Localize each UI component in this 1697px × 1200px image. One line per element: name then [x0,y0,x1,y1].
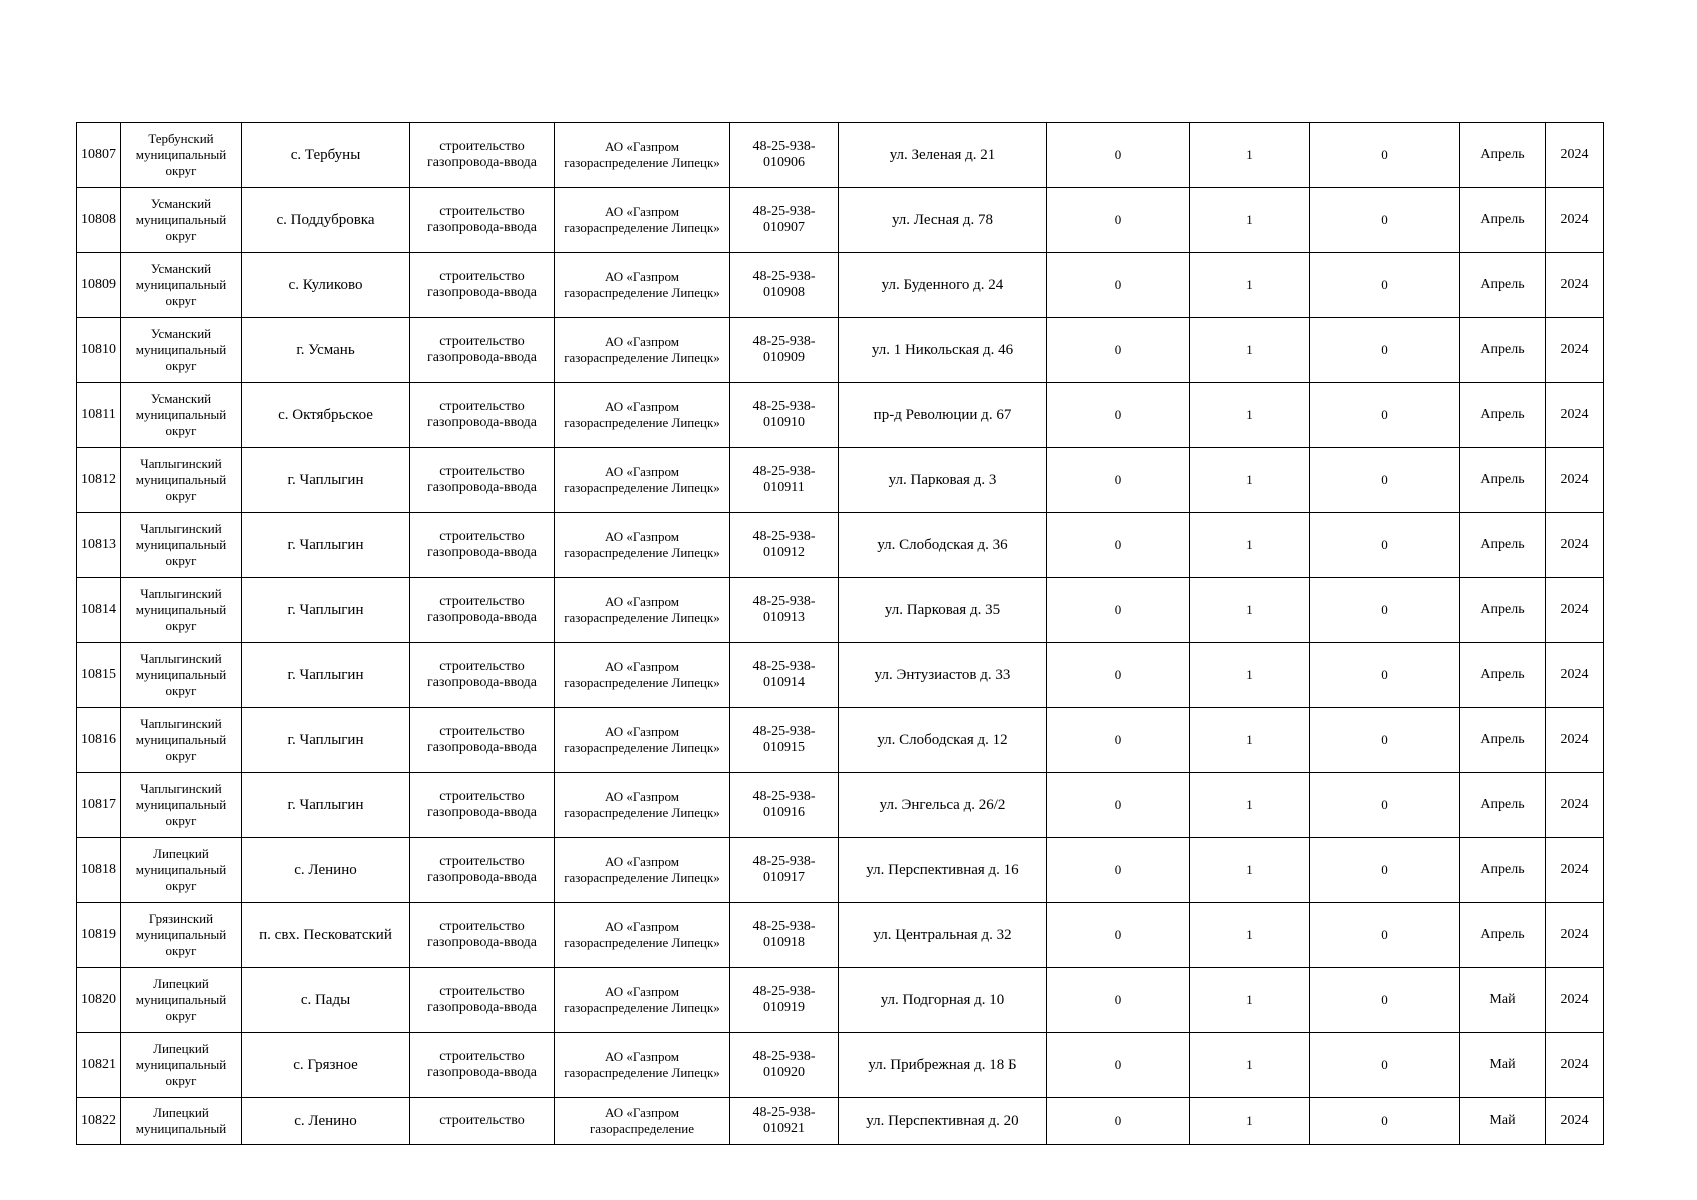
code-cell: 48-25-938-010914 [730,643,839,708]
record-number: 10814 [77,578,121,643]
work-type-cell: строительство газопровода-ввода [410,838,555,903]
record-number: 10811 [77,383,121,448]
quantity-cell-1: 0 [1047,188,1190,253]
code-cell: 48-25-938-010913 [730,578,839,643]
district-cell: Чаплыгинский муниципальный округ [121,513,242,578]
quantity-cell-2: 1 [1190,123,1310,188]
organization-cell: АО «Газпром газораспределение Липецк» [555,253,730,318]
address-cell: ул. Энгельса д. 26/2 [839,773,1047,838]
quantity-cell-2: 1 [1190,448,1310,513]
year-cell: 2024 [1546,578,1604,643]
work-type-cell: строительство газопровода-ввода [410,513,555,578]
record-number: 10816 [77,708,121,773]
district-cell: Липецкий муниципальный [121,1098,242,1145]
district-cell: Чаплыгинский муниципальный округ [121,708,242,773]
work-type-cell: строительство газопровода-ввода [410,578,555,643]
table-row [77,578,1604,643]
settlement-cell: г. Чаплыгин [242,513,410,578]
organization-cell: АО «Газпром газораспределение Липецк» [555,968,730,1033]
quantity-cell-1: 0 [1047,708,1190,773]
settlement-cell: с. Октябрьское [242,383,410,448]
record-number: 10820 [77,968,121,1033]
work-type-cell: строительство газопровода-ввода [410,188,555,253]
quantity-cell-1: 0 [1047,383,1190,448]
table-row [77,903,1604,968]
code-cell: 48-25-938-010907 [730,188,839,253]
quantity-cell-3: 0 [1310,383,1460,448]
month-cell: Апрель [1460,773,1546,838]
address-cell: ул. Перспективная д. 20 [839,1098,1047,1145]
code-cell: 48-25-938-010916 [730,773,839,838]
organization-cell: АО «Газпром газораспределение Липецк» [555,643,730,708]
quantity-cell-1: 0 [1047,578,1190,643]
district-cell: Чаплыгинский муниципальный округ [121,448,242,513]
district-cell: Чаплыгинский муниципальный округ [121,643,242,708]
month-cell: Апрель [1460,383,1546,448]
district-cell: Чаплыгинский муниципальный округ [121,578,242,643]
work-type-cell: строительство газопровода-ввода [410,968,555,1033]
code-cell: 48-25-938-010915 [730,708,839,773]
quantity-cell-1: 0 [1047,903,1190,968]
address-cell: ул. 1 Никольская д. 46 [839,318,1047,383]
year-cell: 2024 [1546,838,1604,903]
code-cell: 48-25-938-010918 [730,903,839,968]
quantity-cell-3: 0 [1310,578,1460,643]
record-number: 10813 [77,513,121,578]
year-cell: 2024 [1546,513,1604,578]
year-cell: 2024 [1546,253,1604,318]
settlement-cell: г. Усмань [242,318,410,383]
quantity-cell-3: 0 [1310,903,1460,968]
quantity-cell-2: 1 [1190,968,1310,1033]
record-number: 10819 [77,903,121,968]
organization-cell: АО «Газпром газораспределение Липецк» [555,773,730,838]
district-cell: Тербунский муниципальный округ [121,123,242,188]
quantity-cell-3: 0 [1310,773,1460,838]
settlement-cell: с. Грязное [242,1033,410,1098]
code-cell: 48-25-938-010911 [730,448,839,513]
table-row [77,838,1604,903]
quantity-cell-3: 0 [1310,318,1460,383]
settlement-cell: г. Чаплыгин [242,773,410,838]
quantity-cell-1: 0 [1047,773,1190,838]
month-cell: Апрель [1460,253,1546,318]
table-row [77,123,1604,188]
record-number: 10815 [77,643,121,708]
address-cell: ул. Лесная д. 78 [839,188,1047,253]
address-cell: ул. Прибрежная д. 18 Б [839,1033,1047,1098]
district-cell: Усманский муниципальный округ [121,188,242,253]
month-cell: Апрель [1460,448,1546,513]
month-cell: Апрель [1460,643,1546,708]
record-number: 10817 [77,773,121,838]
quantity-cell-3: 0 [1310,838,1460,903]
code-cell: 48-25-938-010919 [730,968,839,1033]
organization-cell: АО «Газпром газораспределение Липецк» [555,708,730,773]
quantity-cell-3: 0 [1310,708,1460,773]
organization-cell: АО «Газпром газораспределение Липецк» [555,318,730,383]
year-cell: 2024 [1546,123,1604,188]
work-type-cell: строительство газопровода-ввода [410,708,555,773]
table-row [77,968,1604,1033]
address-cell: ул. Центральная д. 32 [839,903,1047,968]
month-cell: Апрель [1460,903,1546,968]
table-row [77,1098,1604,1145]
address-cell: пр-д Революции д. 67 [839,383,1047,448]
month-cell: Апрель [1460,188,1546,253]
district-cell: Липецкий муниципальный округ [121,838,242,903]
table-row [77,318,1604,383]
code-cell: 48-25-938-010910 [730,383,839,448]
month-cell: Апрель [1460,708,1546,773]
work-type-cell: строительство газопровода-ввода [410,123,555,188]
month-cell: Май [1460,968,1546,1033]
quantity-cell-3: 0 [1310,253,1460,318]
quantity-cell-2: 1 [1190,1098,1310,1145]
settlement-cell: с. Тербуны [242,123,410,188]
month-cell: Май [1460,1098,1546,1145]
record-number: 10810 [77,318,121,383]
quantity-cell-2: 1 [1190,383,1310,448]
address-cell: ул. Слободская д. 36 [839,513,1047,578]
month-cell: Апрель [1460,123,1546,188]
quantity-cell-1: 0 [1047,318,1190,383]
record-number: 10808 [77,188,121,253]
organization-cell: АО «Газпром газораспределение [555,1098,730,1145]
quantity-cell-3: 0 [1310,968,1460,1033]
work-type-cell: строительство [410,1098,555,1145]
settlement-cell: с. Пады [242,968,410,1033]
work-type-cell: строительство газопровода-ввода [410,253,555,318]
settlement-cell: г. Чаплыгин [242,578,410,643]
quantity-cell-1: 0 [1047,1033,1190,1098]
organization-cell: АО «Газпром газораспределение Липецк» [555,1033,730,1098]
quantity-cell-2: 1 [1190,773,1310,838]
district-cell: Липецкий муниципальный округ [121,968,242,1033]
organization-cell: АО «Газпром газораспределение Липецк» [555,838,730,903]
document-page [76,122,1603,1145]
table-row [77,1033,1604,1098]
work-type-cell: строительство газопровода-ввода [410,448,555,513]
organization-cell: АО «Газпром газораспределение Липецк» [555,188,730,253]
table-row [77,643,1604,708]
settlement-cell: г. Чаплыгин [242,708,410,773]
address-cell: ул. Слободская д. 12 [839,708,1047,773]
year-cell: 2024 [1546,773,1604,838]
district-cell: Грязинский муниципальный округ [121,903,242,968]
quantity-cell-1: 0 [1047,643,1190,708]
settlement-cell: с. Ленино [242,1098,410,1145]
work-type-cell: строительство газопровода-ввода [410,773,555,838]
quantity-cell-2: 1 [1190,1033,1310,1098]
month-cell: Май [1460,1033,1546,1098]
record-number: 10821 [77,1033,121,1098]
quantity-cell-1: 0 [1047,253,1190,318]
quantity-cell-1: 0 [1047,513,1190,578]
quantity-cell-2: 1 [1190,188,1310,253]
table-row [77,448,1604,513]
table-row [77,383,1604,448]
organization-cell: АО «Газпром газораспределение Липецк» [555,448,730,513]
quantity-cell-2: 1 [1190,513,1310,578]
record-number: 10812 [77,448,121,513]
gas-connection-table [76,122,1604,1145]
code-cell: 48-25-938-010921 [730,1098,839,1145]
work-type-cell: строительство газопровода-ввода [410,903,555,968]
quantity-cell-3: 0 [1310,123,1460,188]
settlement-cell: г. Чаплыгин [242,643,410,708]
quantity-cell-2: 1 [1190,253,1310,318]
quantity-cell-2: 1 [1190,318,1310,383]
code-cell: 48-25-938-010909 [730,318,839,383]
settlement-cell: п. свх. Песковатский [242,903,410,968]
address-cell: ул. Перспективная д. 16 [839,838,1047,903]
month-cell: Апрель [1460,578,1546,643]
quantity-cell-2: 1 [1190,903,1310,968]
district-cell: Липецкий муниципальный округ [121,1033,242,1098]
quantity-cell-3: 0 [1310,513,1460,578]
quantity-cell-3: 0 [1310,643,1460,708]
quantity-cell-1: 0 [1047,838,1190,903]
settlement-cell: с. Поддубровка [242,188,410,253]
quantity-cell-3: 0 [1310,1098,1460,1145]
address-cell: ул. Подгорная д. 10 [839,968,1047,1033]
organization-cell: АО «Газпром газораспределение Липецк» [555,123,730,188]
table-body [77,123,1604,1145]
organization-cell: АО «Газпром газораспределение Липецк» [555,513,730,578]
settlement-cell: с. Ленино [242,838,410,903]
address-cell: ул. Парковая д. 3 [839,448,1047,513]
quantity-cell-1: 0 [1047,968,1190,1033]
quantity-cell-2: 1 [1190,708,1310,773]
year-cell: 2024 [1546,1033,1604,1098]
quantity-cell-3: 0 [1310,1033,1460,1098]
settlement-cell: с. Куликово [242,253,410,318]
year-cell: 2024 [1546,1098,1604,1145]
month-cell: Апрель [1460,513,1546,578]
organization-cell: АО «Газпром газораспределение Липецк» [555,383,730,448]
district-cell: Усманский муниципальный округ [121,253,242,318]
quantity-cell-3: 0 [1310,448,1460,513]
organization-cell: АО «Газпром газораспределение Липецк» [555,578,730,643]
work-type-cell: строительство газопровода-ввода [410,643,555,708]
table-row [77,708,1604,773]
record-number: 10822 [77,1098,121,1145]
quantity-cell-3: 0 [1310,188,1460,253]
quantity-cell-2: 1 [1190,643,1310,708]
district-cell: Чаплыгинский муниципальный округ [121,773,242,838]
quantity-cell-2: 1 [1190,578,1310,643]
settlement-cell: г. Чаплыгин [242,448,410,513]
record-number: 10807 [77,123,121,188]
quantity-cell-1: 0 [1047,123,1190,188]
year-cell: 2024 [1546,383,1604,448]
table-row [77,253,1604,318]
code-cell: 48-25-938-010908 [730,253,839,318]
work-type-cell: строительство газопровода-ввода [410,1033,555,1098]
district-cell: Усманский муниципальный округ [121,383,242,448]
quantity-cell-1: 0 [1047,1098,1190,1145]
year-cell: 2024 [1546,643,1604,708]
district-cell: Усманский муниципальный округ [121,318,242,383]
address-cell: ул. Зеленая д. 21 [839,123,1047,188]
organization-cell: АО «Газпром газораспределение Липецк» [555,903,730,968]
address-cell: ул. Парковая д. 35 [839,578,1047,643]
year-cell: 2024 [1546,903,1604,968]
year-cell: 2024 [1546,448,1604,513]
code-cell: 48-25-938-010917 [730,838,839,903]
address-cell: ул. Энтузиастов д. 33 [839,643,1047,708]
quantity-cell-1: 0 [1047,448,1190,513]
record-number: 10809 [77,253,121,318]
address-cell: ул. Буденного д. 24 [839,253,1047,318]
year-cell: 2024 [1546,968,1604,1033]
work-type-cell: строительство газопровода-ввода [410,383,555,448]
year-cell: 2024 [1546,188,1604,253]
code-cell: 48-25-938-010920 [730,1033,839,1098]
code-cell: 48-25-938-010912 [730,513,839,578]
year-cell: 2024 [1546,318,1604,383]
quantity-cell-2: 1 [1190,838,1310,903]
month-cell: Апрель [1460,838,1546,903]
table-row [77,773,1604,838]
record-number: 10818 [77,838,121,903]
month-cell: Апрель [1460,318,1546,383]
year-cell: 2024 [1546,708,1604,773]
work-type-cell: строительство газопровода-ввода [410,318,555,383]
table-row [77,513,1604,578]
code-cell: 48-25-938-010906 [730,123,839,188]
table-row [77,188,1604,253]
